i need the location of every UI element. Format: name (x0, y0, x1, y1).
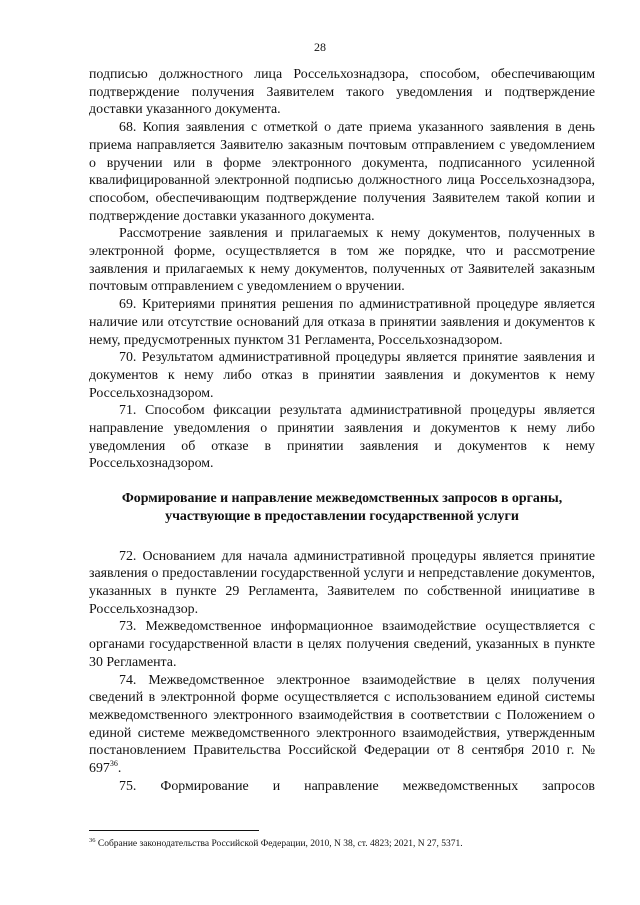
paragraph-electronic-review: Рассмотрение заявления и прилагаемых к нему документов, полученных в электронной форме, осуществляется в том же порядке, что и рассмотрение заявления и прилагаемых к нему документов, полученных от Заявителей заказным почтовым отправлением с уведомлением о вручении. (89, 226, 595, 295)
paragraph-69: 69. Критериями принятия решения по административной процедуре является наличие или отсутствие оснований для отказа в принятии заявления и документов к нему, предусмотренных пунктом 31 Регламента, Россельхознадзором. (89, 297, 595, 348)
footnote (89, 838, 595, 850)
paragraph-continuation: подписью должностного лица Россельхознадзора, способом, обеспечивающим подтверждение получения Заявителем такого уведомления и подтверждение доставки указанного документа. (89, 67, 595, 118)
footnote-text: Собрание законодательства Российской Федерации, 2010, N 38, ст. 4823; 2021, N 27, 5371. (95, 839, 463, 849)
paragraph-74 (89, 672, 595, 778)
paragraph-72: 72. Основанием для начала административной процедуры является принятие заявления о предоставлении государственной услуги и непредставление документов, указанных в пункте 29 Регламента, Заявителем по собственной инициативе в Россельхознадзор. (89, 548, 595, 617)
page-number: 28 (314, 40, 326, 54)
paragraph-71: 71. Способом фиксации результата административной процедуры является направление уведомления о принятии заявления и документов к нему либо уведомления об отказе в принятии заявления и документов к нему Россельхознадзором. (89, 403, 595, 472)
paragraph-70: 70. Результатом административной процедуры является принятие заявления и документов к нему либо отказ в принятии заявления и документов к нему Россельхознадзором. (89, 350, 595, 401)
section-heading (89, 490, 595, 525)
footnote-divider (89, 830, 259, 831)
footnote-reference[interactable]: 36 (109, 759, 118, 769)
document-body (89, 66, 595, 795)
paragraph-74-tail: . (117, 761, 122, 777)
section-heading-line-1: Формирование и направление межведомственных запросов в органы, (121, 491, 563, 507)
paragraph-68: 68. Копия заявления с отметкой о дате приема указанного заявления в день приема направляется Заявителю заказным почтовым отправлением с уведомлением о вручении или в форме электронного документа, подписанного усиленной квалифицированной электронной подписью должностного лица Россельхознадзора, способом, обеспечивающим подтверждение получения Заявителем такой копии и подтверждение доставки указанного документа. (89, 120, 595, 224)
section-heading-line-2: участвующие в предоставлении государственной услуги (165, 508, 519, 524)
paragraph-75: 75. Формирование и направление межведомственных запросов (119, 778, 595, 794)
footnote-mark: 36 (89, 837, 96, 844)
paragraph-73: 73. Межведомственное информационное взаимодействие осуществляется с органами государственной власти в целях получения сведений, указанных в пункте 30 Регламента. (89, 619, 595, 670)
paragraph-74-text: 74. Межведомственное электронное взаимодействие в целях получения сведений в электронной форме осуществляется с использованием единой системы межведомственного электронного взаимодействия в соответствии с Положением о единой системе межведомственного электронного взаимодействия, утвержденным постановлением Правительства Российской Федерации от 8 сентября 2010 г. № 697 (89, 672, 595, 777)
